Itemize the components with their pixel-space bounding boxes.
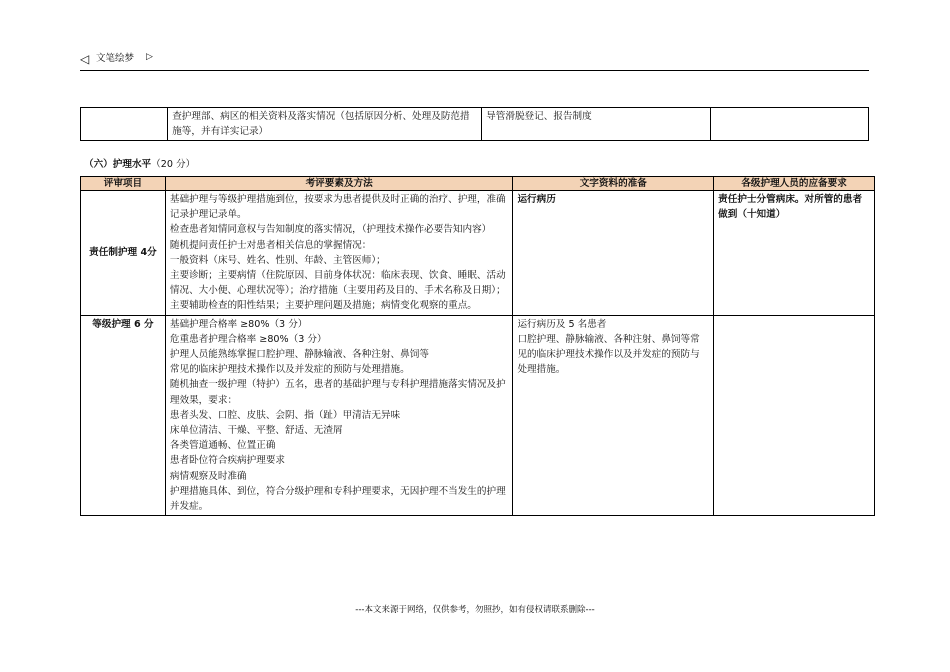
req-cell <box>710 108 868 141</box>
docs-cell: 运行病历及 5 名患者 口腔护理、静脉输液、各种注射、鼻饲等常见的临床护理技术操作以及并发症的预防与处理措施。 <box>513 315 714 516</box>
continuation-table <box>80 107 869 141</box>
table-row <box>81 315 875 516</box>
table-header-row <box>81 177 875 191</box>
page-footer: ---本文来源于网络，仅供参考，勿照抄，如有侵权请联系删除--- <box>355 605 595 615</box>
req-cell <box>714 315 875 516</box>
item-cell <box>81 108 168 141</box>
method-cell: 基础护理合格率 ≥80%（3 分） 危重患者护理合格率 ≥80%（3 分） 护理人员能熟练掌握口腔护理、静脉输液、各种注射、鼻饲等 常见的临床护理技术操作以及并发症的预防与处理措施。 随机抽查一级护理（特护）五名，患者的基础护理与专科护理措施落实情况及护理效果，要求： 患者头发、口腔、皮肤、会阴、指（趾）甲清洁无异味 床单位清洁、干燥、平整、舒适、无渣屑 各类管道通畅、位置正确 患者卧位符合疾病护理要求 病情观察及时准确 护理措施具体、到位，符合分级护理和专科护理要求，无因护理不当发生的护理并发症。 <box>165 315 513 516</box>
triangle-left-icon: ◁ <box>80 52 90 66</box>
docs-cell: 导管滑脱登记、报告制度 <box>482 108 711 141</box>
header-req: 各级护理人员的应备要求 <box>714 177 875 191</box>
table-row <box>81 191 875 316</box>
docs-cell: 运行病历 <box>513 191 714 316</box>
item-cell: 等级护理 6 分 <box>81 315 166 516</box>
nursing-level-table <box>80 176 875 516</box>
page-header <box>80 50 869 71</box>
section-title: （六）护理水平（20 分） <box>84 159 196 170</box>
method-cell: 查护理部、病区的相关资料及落实情况（包括原因分析、处理及防范措施等，并有详实记录） <box>168 108 482 141</box>
method-cell: 基础护理与等级护理措施到位，按要求为患者提供及时正确的治疗、护理，准确记录护理记录单。 检查患者知情同意权与告知制度的落实情况，（护理技术操作必要告知内容） 随机提问责任护士对患者相关信息的掌握情况： 一般资料（床号、姓名、性别、年龄、主管医师）； 主要诊断；主要病情（住院原因、目前身体状况：临床表现、饮食、睡眠、活动情况、大小便、心理状况等）；治疗措施（主要用药及目的、手术名称及日期）；主要辅助检查的阳性结果；主要护理问题及措施；病情变化观察的重点。 <box>165 191 513 316</box>
header-method: 考评要素及方法 <box>165 177 513 191</box>
table-row <box>81 108 869 141</box>
item-cell: 责任制护理 4分 <box>81 191 166 316</box>
triangle-right-icon: ▷ <box>146 52 153 62</box>
req-cell: 责任护士分管病床。对所管的患者做到（十知道） <box>714 191 875 316</box>
header-brand: 文笔绘梦 <box>96 53 135 64</box>
header-docs: 文字资料的准备 <box>513 177 714 191</box>
header-item: 评审项目 <box>81 177 166 191</box>
